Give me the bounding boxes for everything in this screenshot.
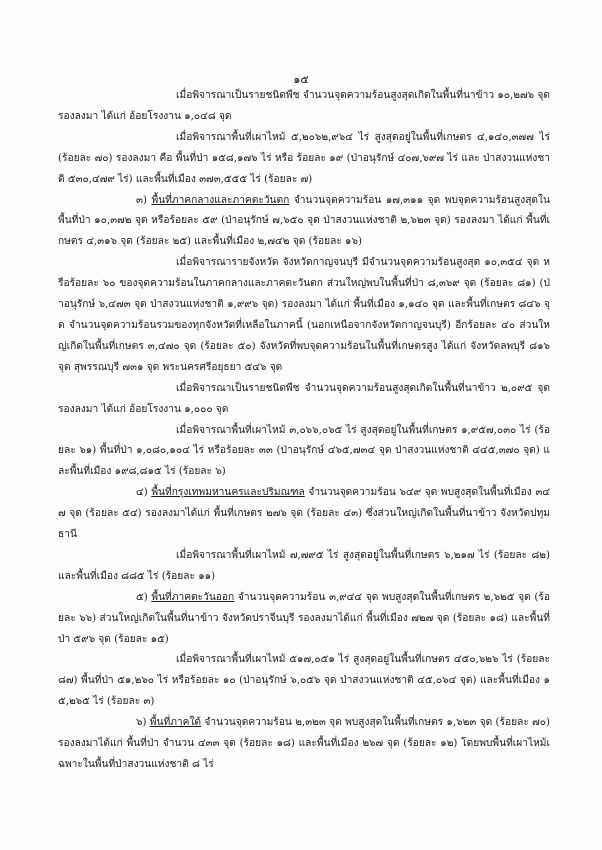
section-heading-central-west: พื้นที่ภาคกลางและภาคตะวันตก bbox=[151, 194, 290, 206]
section-heading-south: พื้นที่ภาคใต้ bbox=[149, 717, 202, 729]
paragraph-east-region bbox=[58, 588, 550, 651]
paragraph-kanchanaburi: เมื่อพิจารณารายจังหวัด จังหวัดกาญจนบุรี มีจำนวนจุดความร้อนสูงสุด ๑๐,๓๕๔ จุด หรือร้อยละ ๖๐ ของจุดความร้อนในภาคกลางและภาคตะวันตก ส่วนใหญ่พบในพื้นที่ป่า ๘,๓๖๙ จุด (ร้อยละ ๘๑) (ป่าอนุรักษ์ ๖,๔๗๓ จุด ป่าสงวนแห่งชาติ ๑,๙๙๖ จุด) รองลงมา ได้แก่ พื้นที่เมือง ๑,๑๔๐ จุด และพื้นที่เกษตร ๘๔๖ จุด จำนวนจุดความร้อนรวมของทุกจังหวัดที่เหลือในภาคนี้ (นอกเหนือจากจังหวัดกาญจนบุรี) อีกร้อยละ ๔๐ ส่วนใหญ่เกิดในพื้นที่เกษตร ๓,๔๗๐ จุด (ร้อยละ ๕๐) จังหวัดที่พบจุดความร้อนในพื้นที่เกษตรสูง ได้แก่ จังหวัดลพบุรี ๘๑๖ จุด สุพรรณบุรี ๗๓๑ จุด พระนครศรีอยุธยา ๕๔๖ จุด bbox=[58, 257, 550, 373]
paragraph-burned-area-north: เมื่อพิจารณาพื้นที่เผาไหม้ ๕,๒๐๖๒,๙๖๔ ไร่ สูงสุดอยู่ในพื้นที่เกษตร ๔,๑๔๐,๓๗๗ ไร่ (ร้อยละ ๗๐) รองลงมา คือ พื้นที่ป่า ๑๕๘,๑๗๖ ไร่ หรือ ร้อยละ ๑๙ (ป่าอนุรักษ์ ๔๐๗,๖๙๗ ไร่ และ ป่าสงวนแห่งชาติ ๕๓๐,๔๗๙ ไร่) และพื้นที่เมือง ๓๗๓,๕๕๕ ไร่ (ร้อยละ ๗) bbox=[58, 131, 550, 185]
section-heading-east: พื้นที่ภาคตะวันออก bbox=[151, 591, 235, 603]
paragraph-rice-field-hotspots-north: เมื่อพิจารณาเป็นรายชนิดพืช จำนวนจุดความร้อนสูงสุดเกิดในพื้นที่นาข้าว ๑๐,๒๗๖ จุด รองลงมา ได้แก่ อ้อยโรงงาน ๑,๐๔๘ จุด bbox=[58, 90, 550, 122]
section-text: จำนวนจุดความร้อน ๒,๓๒๓ จุด พบสูงสุดในพื้นที่เกษตร ๑,๖๒๓ จุด (ร้อยละ ๗๐) รองลงมาได้แก่ พื้นที่ป่า จำนวน ๔๓๓ จุด (ร้อยละ ๑๘) และพื้นที่เมือง ๒๖๗ จุด (ร้อยละ ๑๒) โดยพบพื้นที่เผาไหม้เฉพาะในพื้นที่ป่าสงวนแห่งชาติ ๘ ไร่ bbox=[58, 717, 550, 770]
paragraph-burned-area-central: เมื่อพิจารณาพื้นที่เผาไหม้ ๓,๐๖๖,๐๖๕ ไร่ สูงสุดอยู่ในพื้นที่เกษตร ๑,๙๕๗,๐๓๐ ไร่ (ร้อยละ ๖๑) พื้นที่ป่า ๑,๐๘๐,๑๐๔ ไร่ หรือร้อยละ ๓๓ (ป่าอนุรักษ์ ๔๖๕,๗๓๔ จุด ป่าสงวนแห่งชาติ ๔๔๕,๓๗๐ จุด) และพื้นที่เมือง ๑๙๘,๘๑๕ ไร่ (ร้อยละ ๖) bbox=[58, 424, 550, 478]
paragraph-central-west-region bbox=[58, 191, 550, 254]
section-number: ๔) bbox=[136, 487, 152, 499]
paragraph-burned-area-bangkok: เมื่อพิจารณาพื้นที่เผาไหม้ ๗,๗๙๕ ไร่ สูงสุดอยู่ในพื้นที่เกษตร ๖,๒๑๗ ไร่ (ร้อยละ ๘๒) และพื้นที่เมือง ๘๘๕ ไร่ (ร้อยละ ๑๑) bbox=[58, 549, 550, 582]
paragraph-south-region bbox=[58, 713, 550, 776]
section-number: ๖) bbox=[136, 717, 150, 729]
section-heading-bangkok: พื้นที่กรุงเทพมหานครและปริมณฑล bbox=[151, 487, 305, 499]
paragraph-bangkok-region bbox=[58, 483, 550, 546]
paragraph-burned-area-east: เมื่อพิจารณาพื้นที่เผาไหม้ ๕๑๗,๐๕๑ ไร่ สูงสุดอยู่ในพื้นที่เกษตร ๔๕๐,๖๒๖ ไร่ (ร้อยละ ๘๗) พื้นที่ป่า ๕๑,๒๖๐ ไร่ หรือร้อยละ ๑๐ (ป่าอนุรักษ์ ๖,๐๕๖ จุด ป่าสงวนแห่งชาติ ๔๕,๐๖๔ จุด) และพื้นที่เมือง ๑๕,๒๖๕ ไร่ (ร้อยละ ๓) bbox=[58, 654, 550, 708]
page-number: ๑๕ bbox=[293, 73, 309, 86]
section-number: ๓) bbox=[136, 194, 152, 206]
paragraph-crop-type-central: เมื่อพิจารณาเป็นรายชนิดพืช จำนวนจุดความร้อนสูงสุดเกิดในพื้นที่นาข้าว ๒,๐๙๕ จุด รองลงมา ได้แก่ อ้อยโรงงาน ๑,๐๐๐ จุด bbox=[58, 382, 550, 415]
section-text: จำนวนจุดความร้อน ๓,๙๔๔ จุด พบสูงสุดในพื้นที่เกษตร ๒,๖๒๕ จุด (ร้อยละ ๖๖) ส่วนใหญ่เกิดในพื้นที่นาข้าว จังหวัดปราจีนบุรี รองลงมาได้แก่ พื้นที่เมือง ๗๒๗ จุด (ร้อยละ ๑๘) และพื้นที่ป่า ๕๙๖ จุด (ร้อยละ ๑๕) bbox=[58, 591, 550, 645]
section-text: จำนวนจุดความร้อน ๑๗,๓๑๑ จุด พบจุดความร้อนสูงสุดในพื้นที่ป่า ๑๐,๓๗๒ จุด หรือร้อยละ ๕๙ (ป่าอนุรักษ์ ๗,๖๕๐ จุด ป่าสงวนแห่งชาติ ๒,๖๒๓ จุด) รองลงมา ได้แก่ พื้นที่เกษตร ๔,๓๑๖ จุด (ร้อยละ ๒๕) และพื้นที่เมือง ๒,๗๔๒ จุด (ร้อยละ ๑๖) bbox=[58, 194, 550, 248]
section-text: จำนวนจุดความร้อน ๖๔๙ จุด พบสูงสุดในพื้นที่เมือง ๓๔๗ จุด (ร้อยละ ๕๔) รองลงมาได้แก่ พื้นที่เกษตร ๒๗๖ จุด (ร้อยละ ๔๓) ซึ่งส่วนใหญ่เกิดในพื้นที่นาข้าว จังหวัดปทุมธานี bbox=[58, 487, 550, 541]
section-number: ๕) bbox=[136, 591, 152, 603]
document-body bbox=[58, 86, 550, 776]
